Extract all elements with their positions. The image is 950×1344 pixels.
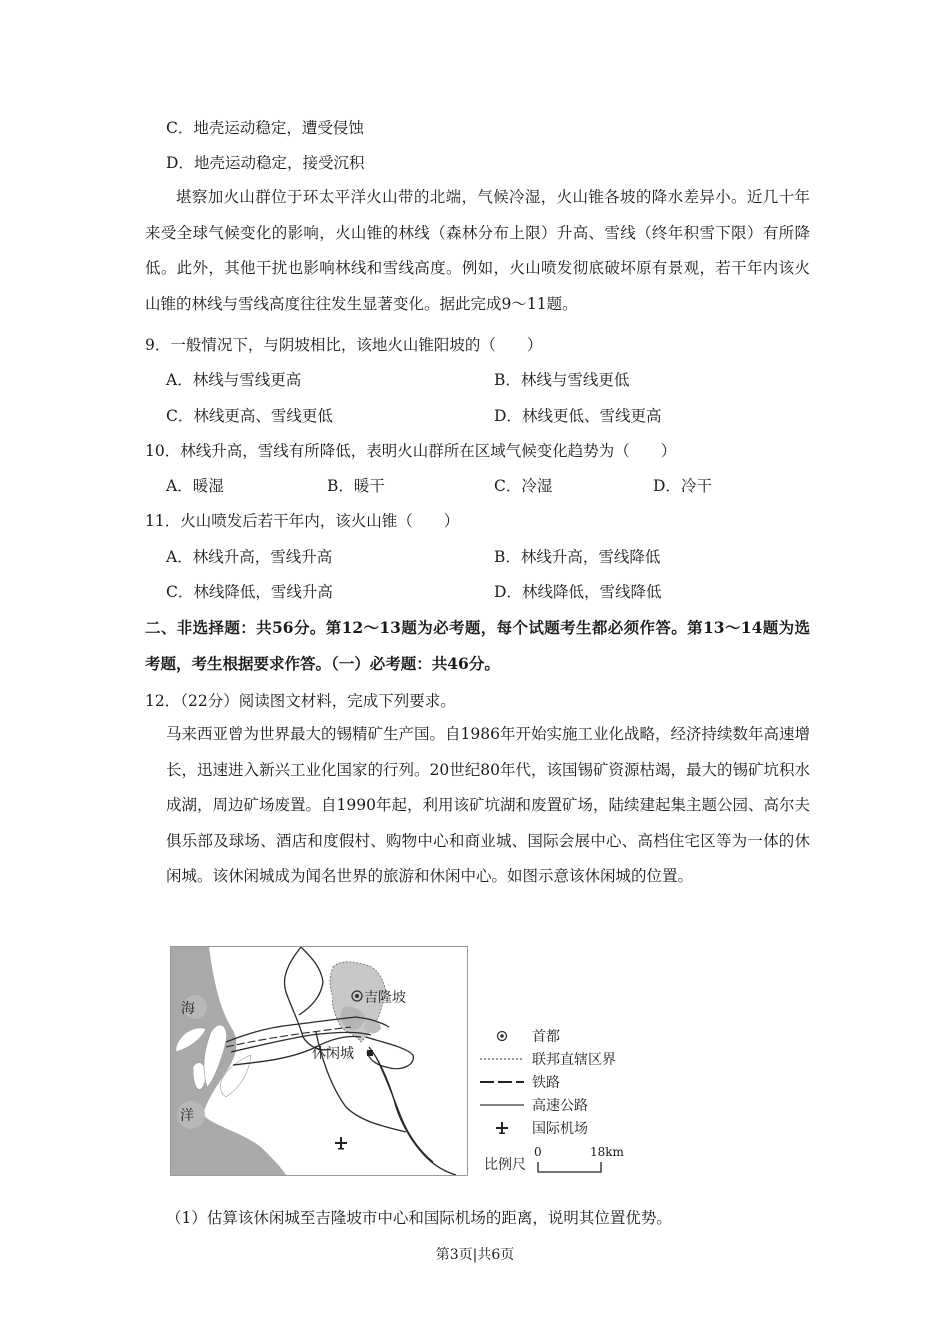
scale-ruler [534, 1145, 624, 1174]
option-letter: B． [494, 371, 521, 389]
option-text: 地壳运动稳定，接受沉积 [193, 154, 365, 172]
option-text: 冷干 [680, 477, 712, 495]
scale-label: 比例尺 [484, 1157, 526, 1173]
option-text: 林线更高、雪线更低 [193, 407, 333, 425]
q11-option-c [166, 582, 333, 602]
option-letter: A． [166, 477, 193, 495]
option-letter: D． [166, 154, 194, 172]
option-text: 林线与雪线更高 [192, 371, 302, 389]
q10-option-d [653, 476, 712, 496]
q9-option-c [166, 406, 333, 426]
legend-label: 高速公路 [532, 1098, 588, 1114]
airplane-icon [478, 1121, 526, 1135]
option-text: 暖干 [353, 477, 385, 495]
leisure-city-map [170, 946, 468, 1176]
legend-label: 联邦直辖区界 [532, 1052, 616, 1068]
dashed-line-icon [478, 1056, 526, 1062]
legend-label: 首都 [532, 1029, 560, 1045]
railway-line-icon [478, 1079, 526, 1085]
question-12-sub-1: （1）估算该休闲城至吉隆坡市中心和国际机场的距离，说明其位置优势。 [166, 1209, 672, 1227]
option-letter: A． [166, 548, 193, 566]
legend-railway [478, 1072, 560, 1092]
question-10-stem: 10．林线升高，雪线有所降低，表明火山群所在区域气候变化趋势为（ ） [145, 442, 677, 460]
option-letter: C． [166, 583, 194, 601]
option-letter: B． [327, 477, 354, 495]
option-letter: D． [494, 583, 522, 601]
option-d-prev [166, 153, 831, 173]
section-two-heading: 二、非选择题：共56分。第12～13题为必考题，每个试题考生都必须作答。第13～14题为选考题，考生根据要求作答。（一）必考题：共46分。 [145, 618, 810, 673]
option-c-prev [166, 118, 831, 138]
scale-start: 0 [534, 1145, 542, 1159]
option-text: 林线升高，雪线升高 [192, 548, 333, 566]
q10-option-c [494, 476, 552, 496]
q11-option-b [494, 547, 660, 567]
q9-option-b [494, 370, 629, 390]
legend-highway [478, 1095, 588, 1115]
q11-option-a [166, 547, 332, 567]
highway-line-icon [478, 1102, 526, 1108]
option-text: 林线与雪线更低 [520, 371, 630, 389]
capital-dot-icon [478, 1030, 526, 1042]
option-text: 林线更低、雪线更高 [521, 407, 662, 425]
scale-end: 18km [590, 1145, 624, 1159]
option-text: 冷湿 [521, 477, 553, 495]
legend-label: 国际机场 [532, 1121, 588, 1137]
q11-option-d [494, 582, 661, 602]
question-12-stem: 12．（22分）阅读图文材料，完成下列要求。 [145, 692, 456, 710]
legend-federal-boundary [478, 1049, 616, 1069]
option-letter: D． [653, 477, 681, 495]
material-9-11: 堪察加火山群位于环太平洋火山带的北端，气候冷湿，火山锥各坡的降水差异小。近几十年来受全球气候变化的影响，火山锥的林线（森林分布上限）升高、雪线（终年积雪下限）有所降低。此外，其他干扰也影响林线和雪线高度。例如，火山喷发彻底破坏原有景观，若干年内该火山锥的林线与雪线高度往往发生显著变化。据此完成9～11题。 [145, 188, 810, 313]
option-text: 林线降低，雪线降低 [521, 583, 662, 601]
q10-option-a [166, 476, 224, 496]
q9-option-a [166, 370, 301, 390]
option-text: 暖湿 [192, 477, 224, 495]
airport-icon [335, 1137, 347, 1150]
legend-label: 铁路 [532, 1075, 560, 1091]
q10-option-b [327, 476, 385, 496]
question-11-stem: 11．火山喷发后若干年内，该火山锥（ ） [145, 512, 460, 530]
option-letter: C． [166, 407, 194, 425]
option-letter: D． [494, 407, 522, 425]
option-letter: C． [166, 119, 194, 137]
leisure-city-marker-icon [367, 1050, 373, 1056]
option-letter: A． [166, 371, 193, 389]
legend-capital [478, 1026, 560, 1046]
q9-option-d [494, 406, 661, 426]
sea-label-1: 海 [181, 1001, 195, 1017]
sea-label-2: 洋 [180, 1108, 194, 1124]
scale-bar [484, 1145, 624, 1174]
option-text: 地壳运动稳定，遭受侵蚀 [193, 119, 364, 137]
capital-label: 吉隆坡 [364, 990, 406, 1006]
option-letter: C． [494, 477, 522, 495]
question-12-material: 马来西亚曾为世界最大的锡精矿生产国。自1986年开始实施工业化战略，经济持续数年高速增长，迅速进入新兴工业化国家的行列。20世纪80年代，该国锡矿资源枯竭，最大的锡矿坑积水成湖，周边矿场废置。自1990年起，利用该矿坑湖和废置矿场，陆续建起集主题公园、高尔夫俱乐部及球场、酒店和度假村、购物中心和商业城、国际会展中心、高档住宅区等为一体的休闲城。该休闲城成为闻名世界的旅游和休闲中心。如图示意该休闲城的位置。 [166, 725, 810, 885]
question-9-stem: 9．一般情况下，与阴坡相比，该地火山锥阳坡的（ ） [145, 336, 543, 354]
leisure-city-label: 休闲城 [312, 1046, 354, 1062]
option-text: 林线升高，雪线降低 [520, 548, 661, 566]
legend-airport [478, 1118, 588, 1138]
page-footer: 第3页|共6页 [435, 1247, 515, 1263]
option-letter: B． [494, 548, 521, 566]
option-text: 林线降低，雪线升高 [193, 583, 333, 601]
